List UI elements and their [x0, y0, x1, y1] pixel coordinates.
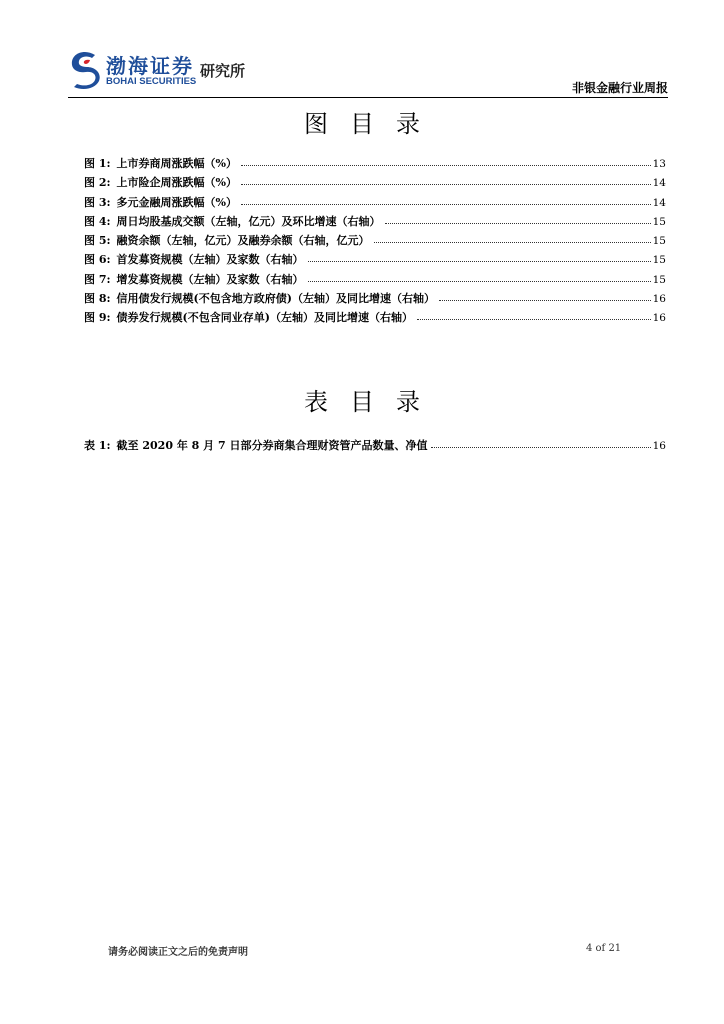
toc-dot-leader	[439, 291, 651, 301]
bohai-securities-logo	[68, 48, 268, 92]
toc-dot-leader	[417, 310, 651, 320]
toc-entry[interactable]	[84, 437, 666, 456]
figure-index-list	[84, 155, 666, 329]
toc-entry-label	[84, 271, 304, 287]
page-header	[68, 48, 668, 100]
toc-dot-leader	[385, 214, 651, 224]
toc-entry[interactable]	[84, 174, 666, 193]
figure-index-title: 图目录	[304, 110, 442, 138]
toc-entry-number: 图 7:	[84, 272, 111, 286]
toc-entry[interactable]	[84, 155, 666, 174]
toc-dot-leader	[241, 175, 651, 185]
toc-page-number: 15	[652, 215, 666, 228]
toc-page-number: 14	[652, 177, 666, 190]
toc-entry[interactable]	[84, 271, 666, 290]
toc-entry-label	[84, 251, 304, 267]
bohai-logo-mark-icon	[68, 50, 102, 90]
header-divider	[68, 97, 668, 98]
toc-page-number: 15	[652, 254, 666, 267]
toc-page-number: 15	[652, 235, 666, 248]
toc-entry-title: 首发募资规模（左轴）及家数（右轴）	[116, 253, 304, 267]
toc-entry-title: 多元金融周涨跌幅（%）	[116, 195, 237, 209]
toc-entry[interactable]	[84, 309, 666, 328]
toc-entry-label	[84, 437, 427, 453]
toc-page-number: 16	[652, 440, 666, 452]
toc-entry-label	[84, 213, 381, 229]
toc-dot-leader	[308, 272, 651, 282]
toc-entry-label	[84, 155, 237, 171]
toc-entry-number: 图 1:	[84, 157, 111, 170]
toc-entry-number: 图 9:	[84, 311, 111, 325]
toc-entry-label	[84, 194, 237, 210]
toc-dot-leader	[241, 195, 651, 205]
toc-entry-label	[84, 174, 237, 190]
disclaimer-note: 请务必阅读正文之后的免责声明	[108, 947, 248, 958]
toc-page-number: 13	[652, 158, 666, 170]
toc-page-number: 14	[652, 196, 666, 209]
toc-entry-number: 图 8:	[84, 292, 111, 306]
toc-dot-leader	[431, 438, 650, 448]
toc-entry-title: 上市险企周涨跌幅（%）	[116, 176, 237, 190]
toc-entry-title: 上市券商周涨跌幅（%）	[116, 157, 237, 170]
toc-page-number: 16	[652, 293, 666, 306]
toc-entry-title: 增发募资规模（左轴）及家数（右轴）	[116, 272, 304, 286]
toc-entry-number: 图 2:	[84, 176, 111, 190]
table-index-list	[84, 437, 666, 456]
toc-entry-number: 图 5:	[84, 234, 111, 248]
logo-chinese-name: 渤海证券	[106, 54, 194, 78]
institute-name: 研究所	[200, 62, 246, 80]
toc-dot-leader	[308, 252, 651, 262]
page-number: 4 of 21	[586, 943, 622, 954]
toc-entry-title: 债券发行规模(不包含同业存单)（左轴）及同比增速（右轴）	[116, 311, 413, 325]
toc-dot-leader	[374, 233, 651, 243]
table-index-title: 表目录	[304, 388, 442, 416]
toc-entry[interactable]	[84, 213, 666, 232]
toc-entry-label	[84, 290, 435, 306]
toc-entry-title: 截至 2020 年 8 月 7 日部分券商集合理财资管产品数量、净值	[116, 439, 428, 452]
toc-page-number: 16	[652, 312, 666, 325]
toc-entry-label	[84, 309, 413, 325]
toc-entry[interactable]	[84, 251, 666, 270]
toc-dot-leader	[241, 156, 651, 166]
toc-entry-label	[84, 232, 370, 248]
report-type-label: 非银金融行业周报	[571, 81, 668, 95]
toc-entry-title: 周日均股基成交额（左轴，亿元）及环比增速（右轴）	[116, 214, 381, 228]
toc-page-number: 15	[652, 273, 666, 286]
toc-entry[interactable]	[84, 232, 666, 251]
toc-entry-number: 图 6:	[84, 253, 111, 267]
toc-entry-number: 图 3:	[84, 195, 111, 209]
toc-entry-number: 表 1:	[84, 439, 111, 452]
logo-english-name: BOHAI SECURITIES	[106, 76, 197, 87]
toc-entry[interactable]	[84, 290, 666, 309]
toc-entry-number: 图 4:	[84, 214, 111, 228]
toc-entry-title: 信用债发行规模(不包含地方政府债)（左轴）及同比增速（右轴）	[116, 292, 435, 306]
toc-entry-title: 融资余额（左轴，亿元）及融券余额（右轴，亿元）	[116, 234, 370, 248]
toc-entry[interactable]	[84, 194, 666, 213]
